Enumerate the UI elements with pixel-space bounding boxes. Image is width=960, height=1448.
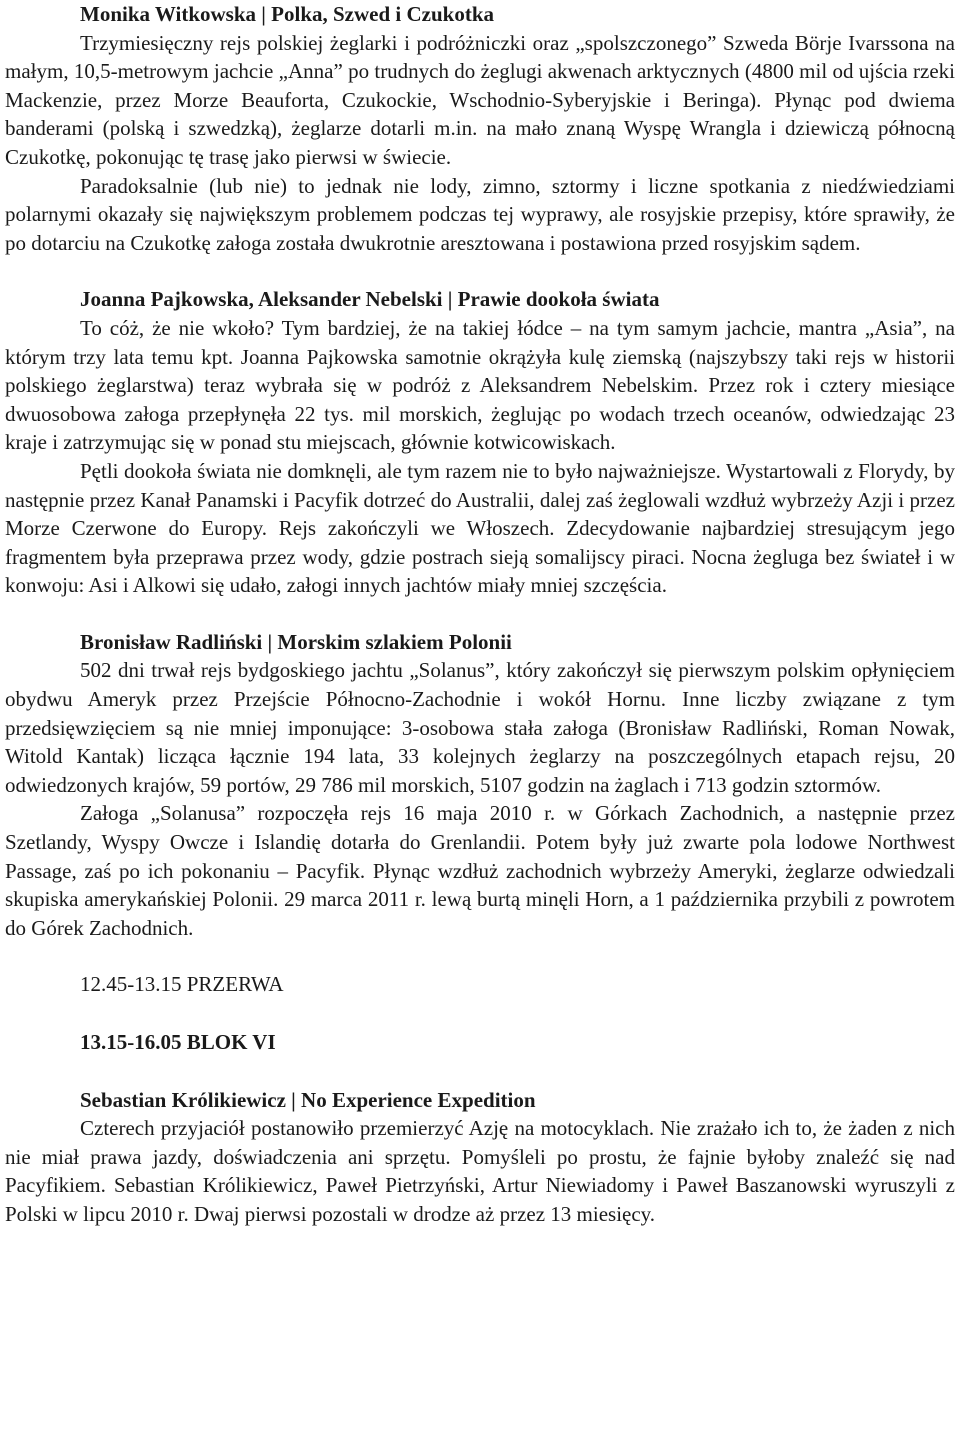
talk-paragraph: Pętli dookoła świata nie domknęli, ale tym razem nie to było najważniejsze. Wystartowali z Florydy, by następnie przez Kanał Panamski i Pacyfik dotrzeć do Australii, dalej zaś żeglowali wzdłuż wybrzeży Azji i przez Morze Czerwone do Europy. Rejs zakończyli we Włoszech. Zdecydowanie najbardziej stresującym jego fragmentem była przeprawa przez wody, gdzie postrach sieją somalijscy piraci. Nocna żegluga bez świateł i w konwoju: Asi i Alkowi się udało, załogi innych jachtów miały mniej szczęścia. [5,458,955,598]
spacer [5,257,955,285]
schedule-break: 12.45-13.15 PRZERWA [80,972,284,997]
talk-paragraph: Załoga „Solanusa” rozpoczęła rejs 16 maja 2010 r. w Górkach Zachodnich, a następnie przez Szetlandy, Wyspy Owcze i Islandię dotarła do Grenlandii. Potem były już zwarte pola lodowe Northwest Passage, zaś po ich pokonaniu – Pacyfik. Płynąc wzdłuż zachodnich wybrzeży Ameryki, żeglarze odwiedzali skupiska amerykańskiej Polonii. 29 marca 2011 r. lewą burtą minęli Horn, a 1 października przybili z powrotem do Górek Zachodnich. [5,801,955,940]
talk-paragraph: 502 dni trwał rejs bydgoskiego jachtu „Solanus”, który zakończył się pierwszym polskim opłynięciem obydwu Ameryk przez Przejście Północno-Zachodnie i wokół Hornu. Inne liczby związane z tym przedsięwzięciem są nie mniej imponujące: 3-osobowa stała załoga (Bronisław Radliński, Roman Nowak, Witold Kantak) licząca łącznie 194 lata, 33 kolejnych żeglarzy na poszczególnych etapach rejsu, 20 odwiedzonych krajów, 59 portów, 29 786 mil morskich, 5107 godzin na żaglach i 713 godzin sztormów. [5,658,955,797]
talk-paragraph: To cóż, że nie wkoło? Tym bardziej, że na takiej łódce – na tym samym jachcie, mantra „Asia”, na którym trzy lata temu kpt. Joanna Pajkowska samotnie okrążyła kulę ziemską (najszybszy taki rejs w historii polskiego żeglarstwa) teraz wybrała się w podróż z Aleksandrem Nebelskim. Przez rok i cztery miesiące dwuosobowa załoga przepłynęła 22 tys. mil morskich, żeglując po wodach trzech oceanów, odwiedzając 23 kraje i zatrzymując się w ponad stu miejscach, głównie kotwicowiskach. [5,315,955,455]
talk-heading: Monika Witkowska | Polka, Szwed i Czukotka [80,2,495,26]
spacer [5,999,955,1028]
talk-section-witkowska [5,0,955,257]
talk-section-krolikiewicz [5,1086,955,1229]
talk-heading: Bronisław Radliński | Morskim szlakiem Polonii [80,629,512,654]
talk-paragraph: Czterech przyjaciół postanowiło przemierzyć Azję na motocyklach. Nie zrażało ich to, że żaden z nich nie miał prawa jazdy, doświadczenia ani sprzętu. Pomyśleli po prostu, że fajnie byłoby znaleźć się nad Pacyfikiem. Sebastian Królikiewicz, Paweł Pietrzyński, Artur Niewiadomy i Paweł Baszanowski wyruszyli z Polski w lipcu 2010 r. Dwaj pierwsi pozostali w drodze aż przez 13 miesięcy. [5,1116,955,1226]
talk-section-pajkowska [5,285,955,600]
spacer [5,1057,955,1086]
document-page [5,0,955,1229]
talk-heading: Sebastian Królikiewicz | No Experience Expedition [80,1087,536,1112]
talk-heading: Joanna Pajkowska, Aleksander Nebelski | Prawie dookoła świata [80,287,660,312]
spacer [5,942,955,970]
schedule-block: 13.15-16.05 BLOK VI [80,1030,276,1054]
talk-paragraph: Trzymiesięczny rejs polskiej żeglarki i podróżniczki oraz „spolszczonego” Szweda Börje Ivarssona na małym, 10,5-metrowym jachcie „Anna” po trudnych do żeglugi akwenach arktycznych (4800 mil od ujścia rzeki Mackenzie, przez Morze Beauforta, Czukockie, Wschodnio-Syberyjskie i Beringa). Płynąc pod dwiema banderami (polską i szwedzką), żeglarze dotarli m.in. na mało znaną Wyspę Wrangla i dziewiczą północną Czukotkę, pokonując tę trasę jako pierwsi w świecie. [5,30,955,169]
spacer [5,600,955,628]
talk-paragraph: Paradoksalnie (lub nie) to jednak nie lody, zimno, sztormy i liczne spotkania z niedźwiedziami polarnymi okazały się największym problemem podczas tej wyprawy, ale rosyjskie przepisy, które sprawiły, że po dotarciu na Czukotkę załoga została dwukrotnie aresztowana i postawiona przed rosyjskim sądem. [5,173,955,255]
talk-section-radlinski [5,628,955,943]
